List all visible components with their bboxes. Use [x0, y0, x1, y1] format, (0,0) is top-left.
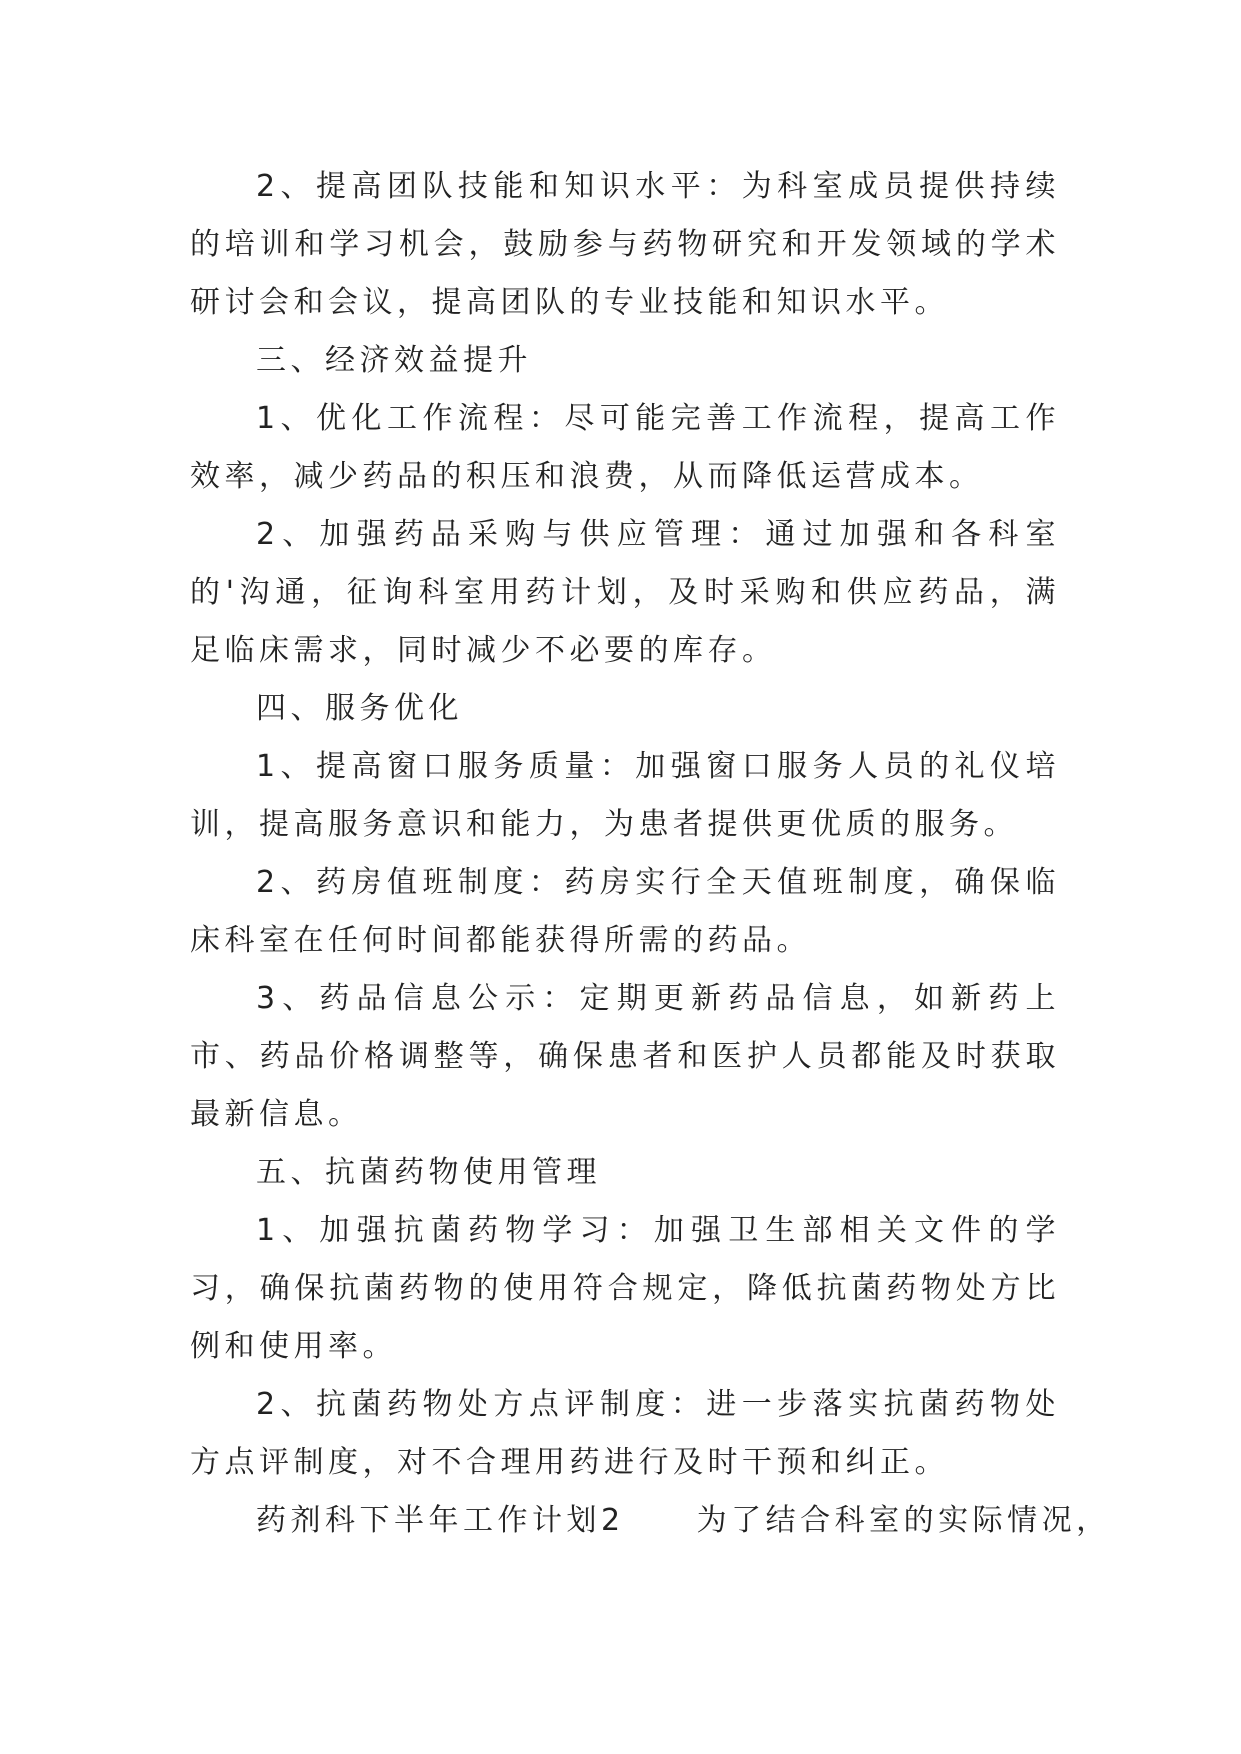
paragraph-workflow: 1、优化工作流程：尽可能完善工作流程，提高工作效率，减少药品的积压和浪费，从而降低运营成本。 [190, 401, 1060, 494]
paragraph-drug-info: 3、药品信息公示：定期更新药品信息，如新药上市、药品价格调整等，确保患者和医护人员都能及时获取最新信息。 [190, 981, 1060, 1132]
paragraph-team-skills: 2、提高团队技能和知识水平：为科室成员提供持续的培训和学习机会，鼓励参与药物研究和开发领域的学术研讨会和会议，提高团队的专业技能和知识水平。 [190, 169, 1060, 320]
paragraph-antibiotic-study: 1、加强抗菌药物学习：加强卫生部相关文件的学习，确保抗菌药物的使用符合规定，降低抗菌药物处方比例和使用率。 [190, 1213, 1060, 1364]
section-heading-service: 四、服务优化 [256, 691, 463, 726]
paragraph-plan-title-line [190, 1492, 1111, 1550]
paragraph-prescription-review: 2、抗菌药物处方点评制度：进一步落实抗菌药物处方点评制度，对不合理用药进行及时干预和纠正。 [190, 1387, 1060, 1480]
plan-continuation: 为了结合科室的实际情况， [696, 1503, 1111, 1538]
paragraph-procurement: 2、加强药品采购与供应管理：通过加强和各科室的'沟通，征询科室用药计划，及时采购和供应药品，满足临床需求，同时减少不必要的库存。 [190, 517, 1060, 668]
section-heading-economic: 三、经济效益提升 [256, 343, 532, 378]
plan-title: 药剂科下半年工作计划2 [256, 1503, 625, 1538]
section-heading-antibiotics: 五、抗菌药物使用管理 [256, 1155, 601, 1190]
paragraph-window-service: 1、提高窗口服务质量：加强窗口服务人员的礼仪培训，提高服务意识和能力，为患者提供更优质的服务。 [190, 749, 1060, 842]
paragraph-duty-system: 2、药房值班制度：药房实行全天值班制度，确保临床科室在任何时间都能获得所需的药品。 [190, 865, 1060, 958]
document-body [190, 158, 1111, 1550]
